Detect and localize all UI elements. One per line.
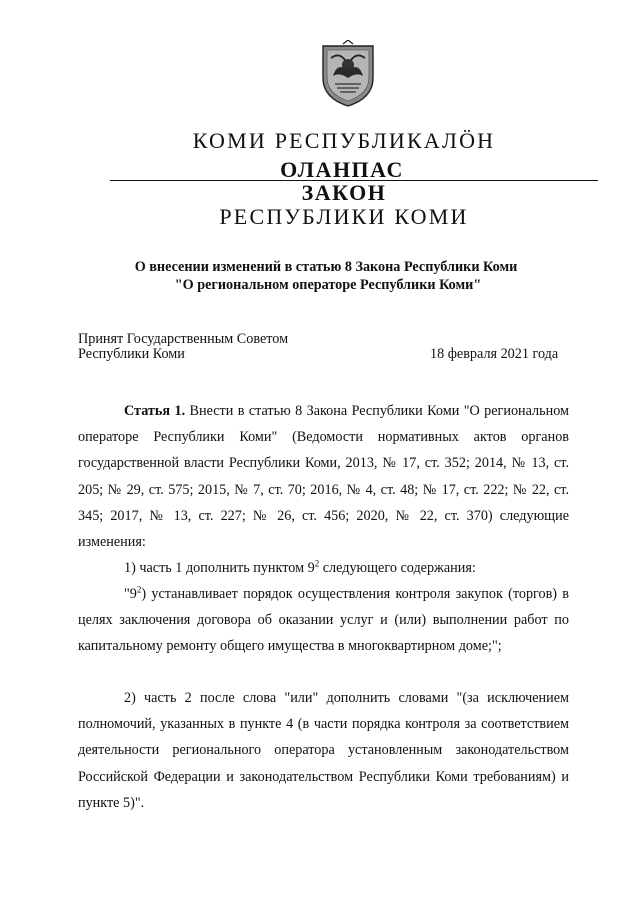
item1-text-end: следующего содержания: [319,560,476,576]
amendment-quote [78,581,569,660]
law-title-line1: О внесении изменений в статью 8 Закона Республики Коми [134,259,518,275]
adoption-date: 18 февраля 2021 года [430,346,559,362]
amendment-item-2: 2) часть 2 после слова "или" дополнить словами "(за исключением полномочий, указанных в пункте 4 (в части порядка контроля за соответствием деятельности регионального оператора установленным законодательством Российской Федерации и законодательством Республики Коми требованиям) и пункте 5)". [78,690,569,811]
quote-superscript: 2 [136,584,142,595]
quote-number: "9 [124,586,137,602]
adoption-line2: Республики Коми [78,346,185,362]
law-title-line2: "О региональном операторе Республики Коми" [174,277,482,293]
item1-text: 1) часть 1 дополнить пунктом 9 [124,560,315,576]
article-label: Статья 1. [124,403,186,419]
article-1-intro [78,398,569,555]
amendment-item-1 [78,555,569,581]
quote-text: ) устанавливает порядок осуществления контроля закупок (торгов) в целях заключения договора об оказании услуг и (или) выполнении работ по капитальному ремонту общего имущества в многоквартирном доме;"; [78,586,569,655]
header-komi-title: КОМИ РЕСПУБЛИКАЛÖН [192,128,496,153]
item1-superscript: 2 [314,558,320,569]
adoption-line1: Принят Государственным Советом [78,331,289,347]
coat-of-arms-emblem [317,40,379,108]
header-law: ЗАКОН [301,180,387,205]
header-republic: РЕСПУБЛИКИ КОМИ [219,204,469,229]
header-komi-law: ОЛАНПАС [280,157,404,182]
article-intro-text: Внести в статью 8 Закона Республики Коми "О региональном операторе Республики Коми" (Ведомости нормативных актов органов государственной власти Республики Коми, 2013, № 17, ст. 352; 2014, № 13, ст. 205; № 29, ст. 575; 2015, № 7, ст. 70; 2016, № 4, ст. 48; № 17, ст. 222; № 22, ст. 345; 2017, № 13, ст. 227; № 26, ст. 456; 2020, № 22, ст. 370) следующие изменения: [78,403,570,551]
